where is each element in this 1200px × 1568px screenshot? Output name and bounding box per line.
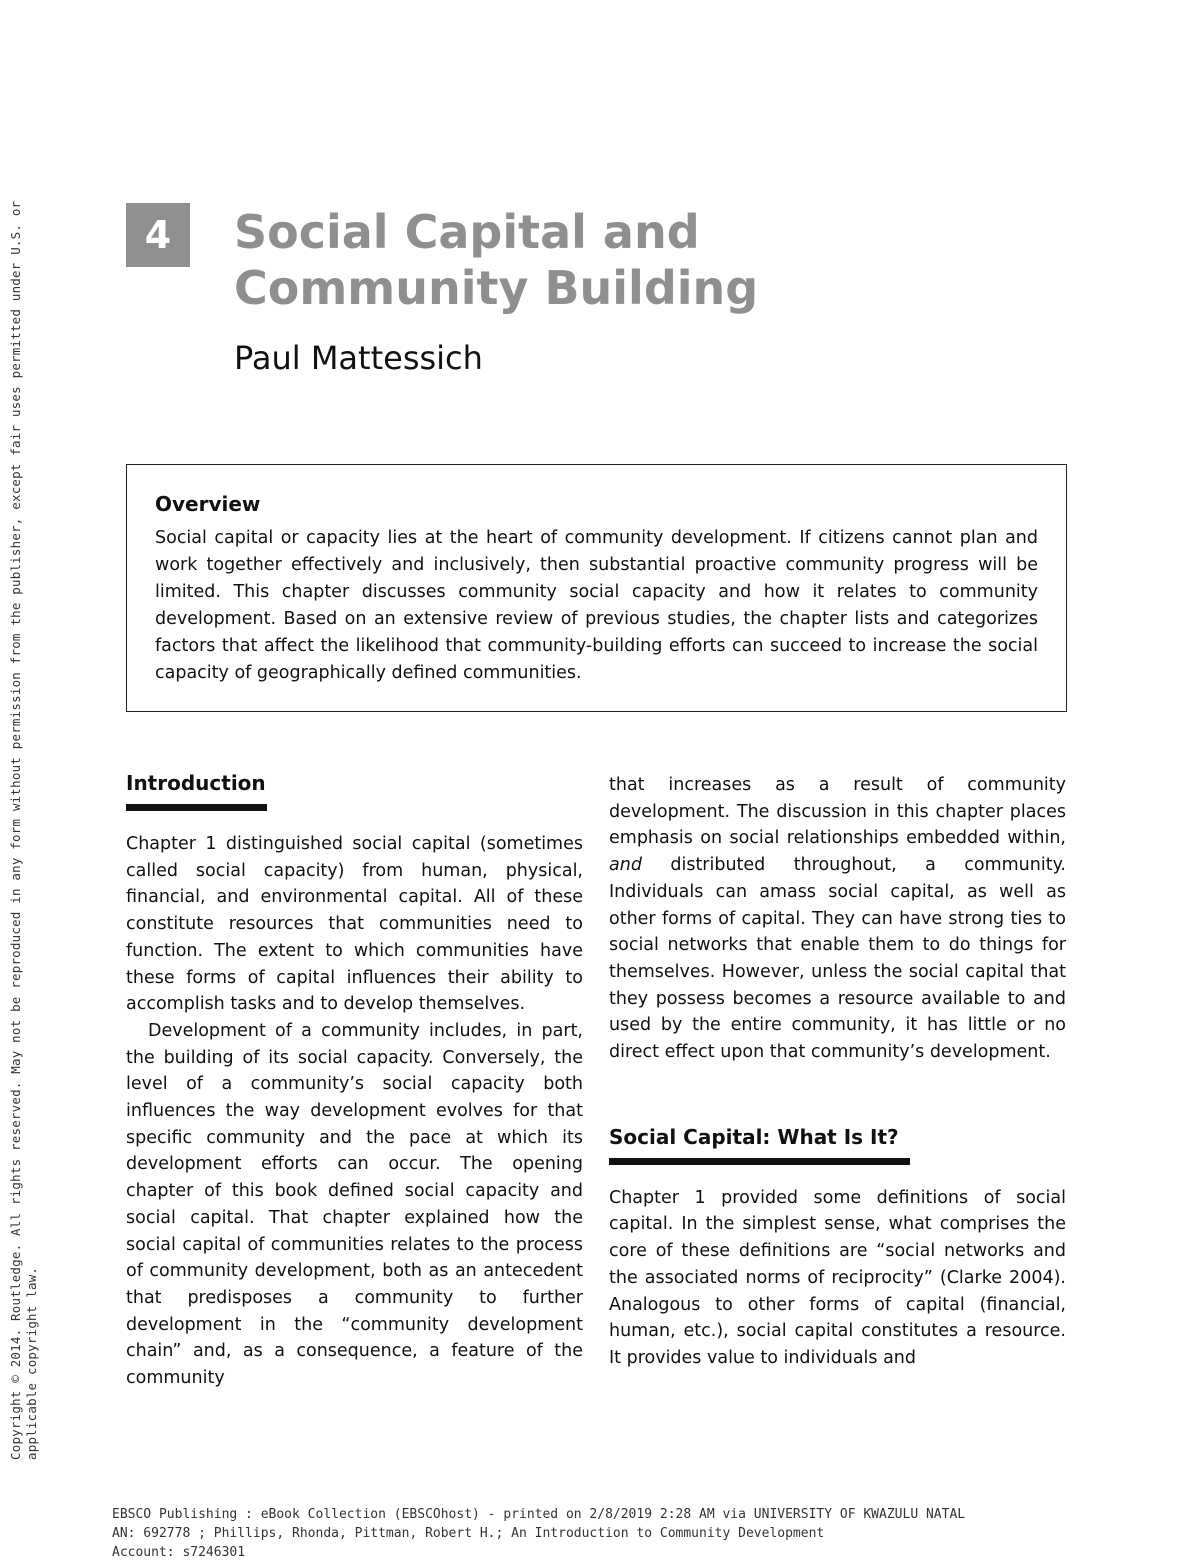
- introduction-paragraph-2: Development of a community includes, in part, the building of its social capacity. Conversely, the level of a community’s social capacity both influences the way development evolves for that specific community and the pace at which its development efforts can occur. The opening chapter of this book defined social capacity and social capital. That chapter explained how the social capital of communities relates to the process of community development, both as an antecedent that predisposes a community to further development in the “community development chain” and, as a consequence, a feature of the community: [126, 1020, 583, 1389]
- continued-text-part-2: distributed throughout, a community. Individuals can amass social capital, as well as other forms of capital. They can have strong ties to social networks that enable them to do things for themselves. However, unless the social capital that they possess becomes a resource available to and used by the entire community, it has little or no direct effect upon that community’s development.: [609, 855, 1066, 1063]
- social-capital-section: [609, 1124, 1066, 1372]
- introduction-paragraph-1: Chapter 1 distinguished social capital (sometimes called social capacity) from human, physical, financial, and environmental capital. All of these constitute resources that communities need to function. The extent to which communities have these forms of capital influences their ability to accomplish tasks and to develop themselves.: [126, 834, 583, 1015]
- social-capital-heading: Social Capital: What Is It?: [609, 1124, 899, 1149]
- introduction-paragraph-continued: [609, 772, 1066, 1066]
- footer-line-1: EBSCO Publishing : eBook Collection (EBSCOhost) - printed on 2/8/2019 2:28 AM via UNIVERSITY OF KWAZULU NATAL: [112, 1507, 966, 1522]
- introduction-heading: Introduction: [126, 771, 266, 795]
- introduction-heading-rule: [126, 804, 267, 811]
- chapter-title-line-2: Community Building: [234, 261, 759, 315]
- copyright-line-1: Copyright © 2014. Routledge. All rights reserved. May not be reproduced in any form without permission from the publisher, except fair uses permitted under U.S. or: [8, 200, 23, 1460]
- copyright-line-2: applicable copyright law.: [24, 1266, 39, 1460]
- social-capital-heading-rule: [609, 1158, 910, 1165]
- chapter-title: [234, 204, 1034, 316]
- side-copyright-notice: [8, 170, 48, 1460]
- overview-heading: Overview: [155, 492, 261, 516]
- footer-line-3: Account: s7246301: [112, 1545, 246, 1560]
- footer-line-2: AN: 692778 ; Phillips, Rhonda, Pittman, Robert H.; An Introduction to Community Development: [112, 1526, 825, 1541]
- right-column: [609, 772, 1066, 1372]
- chapter-title-line-1: Social Capital and: [234, 205, 700, 259]
- left-column: [126, 770, 583, 1392]
- social-capital-paragraph: Chapter 1 provided some definitions of social capital. In the simplest sense, what comprises the core of these definitions are “social networks and the associated norms of reciprocity” (Clarke 2004). Analogous to other forms of capital (financial, human, etc.), social capital constitutes a resource. It provides value to individuals and: [609, 1187, 1066, 1368]
- overview-box: [126, 464, 1067, 712]
- chapter-author: Paul Mattessich: [234, 339, 483, 377]
- chapter-number-badge: 4: [126, 203, 190, 267]
- continued-text-emphasis: and: [609, 855, 642, 876]
- continued-text-part-1: that increases as a result of community development. The discussion in this chapter places emphasis on social relationships embedded within,: [609, 775, 1066, 849]
- ebsco-footer: [112, 1505, 1112, 1562]
- overview-text: Social capital or capacity lies at the heart of community development. If citizens cannot plan and work together effectively and inclusively, then substantial proactive community progress will be limited. This chapter discusses community social capacity and how it relates to community development. Based on an extensive review of previous studies, the chapter lists and categorizes factors that affect the likelihood that community-building efforts can succeed to increase the social capacity of geographically defined communities.: [155, 528, 1038, 683]
